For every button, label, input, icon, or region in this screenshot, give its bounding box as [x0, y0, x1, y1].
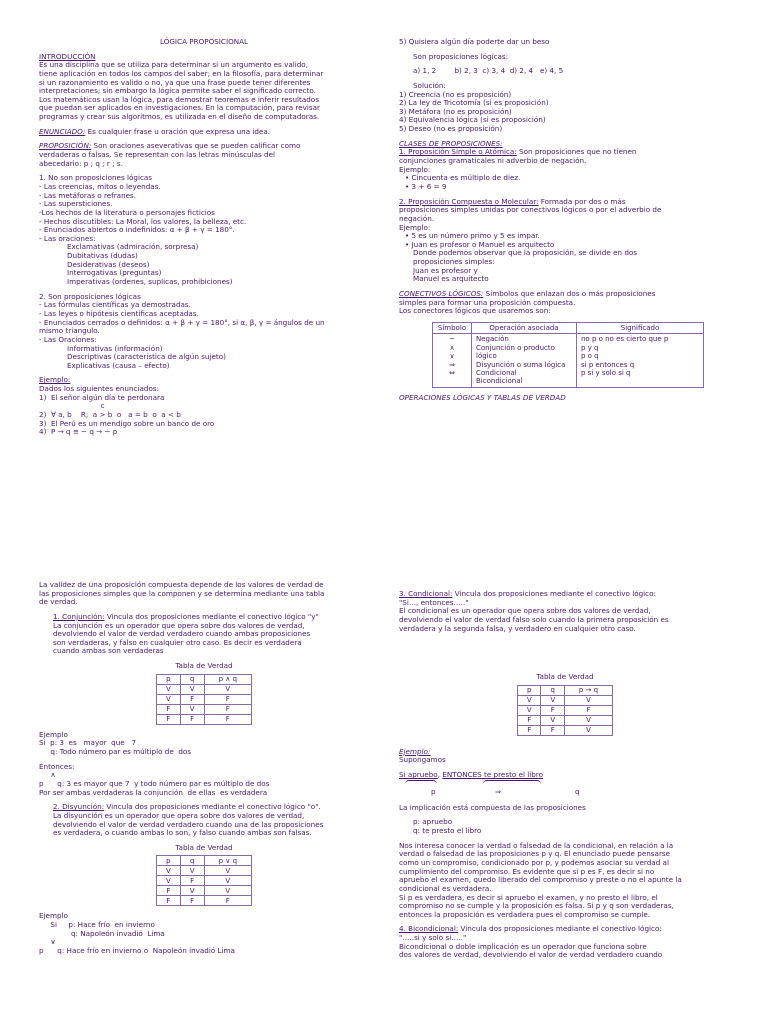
top-left-column	[39, 38, 369, 437]
brace-p	[405, 780, 437, 785]
p-symbol: p	[431, 786, 436, 796]
ejemplo-list	[39, 385, 369, 437]
solucion-list	[399, 91, 731, 134]
bullet-icon: •	[405, 181, 412, 191]
list-item-text: Cincuenta es múltiplo de diez.	[411, 173, 521, 183]
truth-cell: F	[157, 714, 181, 724]
definition-text: Son proposiciones que no tienen	[516, 147, 637, 157]
truth-header-cell: p ∧ q	[204, 674, 251, 684]
truth-cell: F	[518, 715, 541, 725]
implicacion-text: La implicación está compuesta de las proposiciones	[399, 802, 586, 812]
disyuncion-term: 2. Disyunción:	[53, 802, 105, 812]
si-son-heading: 2. Son proposiciones lógicas	[39, 291, 141, 301]
truth-cell: F	[157, 896, 181, 906]
example-line: q: Napoleón invadió Lima	[39, 928, 165, 938]
q-definition: q: te presto el libro	[413, 826, 482, 836]
example-line: q: Todo número par es múltiplo de dos	[39, 747, 192, 757]
braces-row	[399, 780, 731, 788]
truth-cell: V	[180, 704, 204, 714]
operaciones-heading: OPERACIONES LÓGICAS Y TABLAS DE VERDAD	[399, 392, 566, 402]
connective-meaning: p si y solo si q	[581, 368, 631, 377]
definition-text: Vincula dos proposiciones mediante el conectivo lógico:	[458, 924, 662, 934]
truth-cell: V	[564, 725, 612, 735]
definition-text: proposiciones simples unidas por conectivos lógicos o por el adverbio de	[399, 205, 662, 215]
son-proposiciones-question: Son proposiciones lógicas:	[413, 51, 509, 61]
connective-operation: Conjunción o producto lógico	[476, 343, 555, 361]
table-header-row	[433, 322, 704, 333]
definition-text: es verdadera, o cuando ambas lo son, y falso cuando ambas son falsas.	[53, 828, 312, 838]
definition-text: simples para formar una proposición compuesta.	[399, 297, 576, 307]
connective-meaning: si p entonces q	[581, 360, 635, 369]
bottom-right-column	[399, 590, 731, 960]
list-item: - Enunciados cerrados o definidos: α + β + γ = 180°, si α, β, γ = ángulos de un	[39, 317, 325, 327]
ejemplo-conjuncion-label: Ejemplo	[39, 729, 68, 739]
truth-cell: F	[541, 725, 564, 735]
no-son-heading: 1. No son proposiciones lógicas	[39, 173, 153, 183]
conectivos-definition	[399, 290, 731, 316]
conjuncion-truth-table	[156, 674, 252, 725]
ejemplo-disyuncion	[39, 921, 369, 956]
truth-cell: V	[564, 695, 612, 705]
connective-meaning: p y q	[581, 343, 599, 352]
top-right-column	[399, 38, 731, 402]
enunciado-definition	[39, 128, 369, 137]
intro-line: que puedan ser aplicados en investigaciones. En la computación, para revisar	[39, 103, 320, 113]
conjuncion-table-title: Tabla de Verdad	[175, 661, 233, 671]
truth-cell: F	[157, 704, 181, 714]
truth-cell: V	[541, 695, 564, 705]
enunciado-term: ENUNCIADO:	[39, 126, 86, 136]
paragraph-line: apruebo el examen, quedo liberado del compromiso y preste o no el apunte la	[399, 875, 682, 885]
intro-line: Los matemáticos usan la lógica, para demostrar teoremas e inferir resultados	[39, 94, 319, 104]
definition-text: abecedario: p ; q ; r ; s.	[39, 158, 123, 168]
connective-meaning: p o q	[581, 352, 599, 361]
connectives-table	[432, 322, 704, 388]
table-row	[157, 714, 252, 724]
paragraph-line: Si p es verdadera, es decir si apruebo el examen, y no presto el libro, el	[399, 892, 658, 902]
truth-cell: V	[204, 886, 251, 896]
no-son-list	[39, 183, 369, 243]
truth-header-row	[157, 674, 252, 684]
definition-text: cuando ambas son verdaderas	[53, 646, 164, 656]
truth-header-cell: q	[180, 674, 204, 684]
intro-line: Es una disciplina que se utiliza para determinar si un argumento es valido,	[39, 60, 308, 70]
definition-text: conjunciones gramaticales ni adverbio de negación.	[399, 156, 587, 166]
condicional-definition	[399, 590, 731, 633]
example-line: Por ser ambas verdaderas la conjunción de ellas es verdadera	[39, 787, 268, 797]
page-title: LÓGICA PROPOSICIONAL	[159, 37, 249, 46]
definition-line	[39, 160, 369, 169]
disyuncion-truth-table	[156, 855, 252, 906]
condicional-truth-table	[517, 685, 613, 736]
interes-paragraph	[399, 842, 731, 920]
intro-line: La validez de una proposición compuesta depende de los valores de verdad de	[39, 580, 324, 589]
truth-cell: V	[204, 866, 251, 876]
symbols-cell	[433, 334, 472, 387]
definition-text: "…..si y solo si….."	[399, 933, 467, 943]
truth-header-cell: p	[157, 674, 181, 684]
table-row	[157, 866, 252, 876]
list-item: 2) La ley de Tricotomía (si es proposición)	[399, 98, 549, 108]
proposicion-term: PROPOSICIÓN:	[39, 141, 92, 151]
definition-line	[399, 625, 731, 634]
list-item: - Las supersticiones.	[39, 199, 113, 209]
definition-text: Son oraciones aseverativas que se pueden calificar como	[91, 141, 301, 151]
compuesta-term: 2. Proposición Compuesta o Molecular:	[399, 196, 539, 206]
definition-line	[399, 215, 731, 224]
list-item	[399, 183, 731, 192]
donde-line: proposiciones simples:	[413, 257, 495, 267]
example-line: p q: Hace frío en invierno o Napoleón invadió Lima	[39, 946, 235, 956]
truth-cell: V	[564, 715, 612, 725]
clases-heading: CLASES DE PROPOSICIONES:	[399, 138, 503, 148]
conectivos-term: CONECTIVOS LÓGICOS:	[399, 289, 484, 299]
compuesta-examples	[399, 232, 731, 249]
header-symbol: Símbolo	[433, 322, 472, 333]
paragraph-line: verdad o falsedad de las proposiciones p y q. El enunciado puede pensarse	[399, 849, 671, 859]
entonces-label: Entonces:	[39, 761, 75, 771]
si-son-list	[39, 301, 369, 344]
connective-symbol: ⇒	[449, 360, 455, 369]
simple-examples	[399, 174, 731, 191]
intro-line: programas y crear sus algoritmos, es utilizada en el diseño de computadoras.	[39, 112, 320, 122]
definition-text: La conjunción es un operador que opera sobre dos valores de verdad,	[53, 620, 305, 630]
definition-line	[399, 951, 731, 960]
truth-cell: V	[157, 866, 181, 876]
definition-text: verdadera y la segunda falsa, y verdadero en cualquier otro caso.	[399, 623, 636, 633]
truth-cell: F	[541, 705, 564, 715]
proposicion-definition	[39, 142, 369, 168]
header-operation: Operación asociada	[472, 322, 577, 333]
conjuncion-term: 1. Conjunción:	[53, 611, 105, 621]
definition-line	[399, 157, 731, 166]
validez-paragraph	[39, 581, 369, 607]
conjuncion-definition	[39, 613, 369, 656]
definition-text: dos valores de verdad, devolviendo el valor de verdad verdadero cuando	[399, 950, 663, 960]
bullet-icon: •	[405, 173, 412, 183]
definition-text: devolviendo el valor de verdad verdadero cuando una de las proposiciones	[53, 819, 324, 829]
paragraph-line: Nos interesa conocer la verdad o falsedad de la condicional, en relación a la	[399, 840, 674, 850]
table-row	[157, 694, 252, 704]
list-item: - Las fórmulas científicas ya demostradas.	[39, 300, 191, 310]
paragraph-line: como un compromiso, condicionado por p, y podemos asociar su verdad al	[399, 857, 669, 867]
definition-text: La disyunción es un operador que opera sobre dos valores de verdad,	[53, 810, 305, 820]
pq-row	[399, 788, 731, 798]
te-presto: te presto el libro	[481, 770, 544, 780]
table-row	[518, 695, 613, 705]
list-item: mismo triangulo.	[39, 326, 100, 336]
list-item: - Las leyes o hipótesis científicas aceptadas.	[39, 308, 199, 318]
example-line: p q: 3 es mayor que 7 y todo número par es múltiplo de dos	[39, 778, 270, 788]
truth-header-cell: p ∨ q	[204, 856, 251, 866]
list-item-text: Juan es profesor o Manuel es arquitecto	[411, 239, 555, 249]
compuesta-definition	[399, 198, 731, 224]
truth-header-cell: q	[541, 685, 564, 695]
enunciado-text: Es cualquier frase u oración que expresa una idea.	[85, 126, 271, 136]
connective-operation: Condicional	[476, 368, 517, 377]
truth-cell: V	[541, 715, 564, 725]
list-item: 3) El Perú es un mendigo sobre un banco de oro	[39, 418, 215, 428]
list-item: - Las creencias, mitos o leyendas.	[39, 181, 161, 191]
list-item: 4) P → q ≡ ~ q → ~ p	[39, 427, 118, 437]
definition-text: verdaderas o falsas. Se representan con las letras minúsculas del	[39, 150, 275, 160]
intro-line: interpretaciones; sin embargo la lógica permite saber el significado correcto.	[39, 86, 316, 96]
truth-cell: F	[204, 896, 251, 906]
definition-text: Los conectores lógicos que usaremos son:	[399, 306, 551, 316]
ejemplo-simple-label: Ejemplo:	[399, 164, 431, 174]
definition-text: Bicondicional o doble implicación es un operador que funciona sobre	[399, 941, 647, 951]
definition-text: devolviendo el valor de verdad verdadero cuando ambas proposiciones	[53, 629, 311, 639]
truth-cell: V	[180, 684, 204, 694]
list-item: - Enunciados abiertos o indefinidos: α + β + γ = 180°.	[39, 225, 235, 235]
truth-header-cell: p → q	[564, 685, 612, 695]
table-row	[518, 715, 613, 725]
ejemplo-disyuncion-label: Ejemplo	[39, 911, 68, 921]
connective-meaning: no p o no es cierto que p	[581, 335, 669, 344]
definition-line	[399, 206, 731, 215]
connective-symbol: ⇔	[449, 368, 455, 377]
truth-cell: F	[204, 714, 251, 724]
paragraph-line: cumplimiento del compromiso. Es evidente que si p es F, es decir si no	[399, 866, 655, 876]
list-item: - Las oraciones:	[39, 233, 96, 243]
entonces-lines	[39, 771, 369, 797]
list-item: Imperativas (ordenes, suplicas, prohibiciones)	[67, 277, 233, 287]
table-row	[157, 876, 252, 886]
definition-line	[399, 307, 731, 316]
connective-symbol: ~	[449, 335, 455, 344]
truth-cell: V	[518, 695, 541, 705]
header-meaning: Significado	[577, 322, 704, 333]
implies-arrow: ⇒	[495, 786, 502, 796]
ejemplo-conjuncion	[39, 739, 369, 756]
condicional-term: 3. Condicional:	[399, 589, 453, 598]
si-apruebo-sentence: Si apruebo, ENTONCES te presto el libro	[399, 770, 544, 780]
list-item: 4) Equivalencia lógica (si es proposición)	[399, 115, 546, 125]
list-item: Dados los siguientes enunciados:	[39, 384, 160, 394]
definition-text: "Si…, entonces….."	[399, 597, 469, 607]
table-row	[157, 886, 252, 896]
truth-header-cell: q	[180, 856, 204, 866]
truth-cell: F	[564, 705, 612, 715]
intro-line: si un razonamiento es valido o no, ya que una frase puede tener diferentes	[39, 77, 311, 87]
truth-cell: V	[157, 694, 181, 704]
list-item: Desiderativas (deseos)	[67, 259, 150, 269]
list-item: - Las metáforas o refranes.	[39, 190, 137, 200]
definition-text: Formada por dos o más	[538, 196, 626, 206]
truth-cell: V	[180, 866, 204, 876]
connective-operation: Negación	[476, 335, 509, 344]
simple-definition	[399, 148, 731, 165]
truth-cell: V	[157, 684, 181, 694]
list-item: Dubitativas (dudas)	[67, 251, 138, 261]
list-item: - Hechos discutibles: La Moral, los valores, la belleza, etc.	[39, 216, 247, 226]
solucion-heading: Solución:	[413, 80, 446, 90]
bullet-icon: •	[405, 239, 412, 249]
bottom-left-column	[39, 581, 369, 956]
list-item: Descriptivas (característica de algún sujeto)	[67, 352, 226, 362]
connective-operation: Disyunción o suma lógica	[476, 360, 566, 369]
si-apruebo: Si apruebo	[399, 770, 438, 780]
definition-text: El condicional es un operador que opera sobre dos valores de verdad,	[399, 606, 651, 616]
simple-term: 1. Proposición Simple o Atómica:	[399, 147, 517, 157]
q-symbol: q	[575, 786, 580, 796]
meanings-cell	[577, 334, 704, 387]
intro-paragraph	[39, 61, 369, 121]
list-item-text: 5 es un número primo y 5 es impar.	[411, 231, 540, 241]
truth-cell: V	[204, 876, 251, 886]
bicondicional-definition	[399, 925, 731, 960]
list-item: Interrogativas (preguntas)	[67, 268, 162, 278]
operations-cell	[472, 334, 577, 387]
ejemplo-compuesta-label: Ejemplo:	[399, 222, 431, 232]
donde-line: Donde podemos observar que la proposición, se divide en dos	[413, 248, 638, 258]
truth-cell: F	[180, 694, 204, 704]
truth-cell: F	[180, 714, 204, 724]
example-line: Si p: 3 es mayor que 7	[39, 738, 137, 748]
bicondicional-term: 4. Bicondicional:	[399, 924, 459, 934]
example-line: ∨	[39, 937, 56, 947]
definition-text: Símbolos que enlazan dos o más proposiciones	[483, 289, 656, 299]
truth-cell: F	[180, 876, 204, 886]
paragraph-line: compromiso no se cumple y la proposición es falsa. Si p y q son verdaderas,	[399, 901, 674, 911]
list-item: Exclamativas (admiración, sorpresa)	[67, 242, 199, 252]
definition-line	[53, 647, 369, 656]
example-line: Si p: Hace frío en invierno	[39, 920, 155, 930]
table-row	[157, 684, 252, 694]
truth-header-row	[157, 856, 252, 866]
truth-cell: V	[157, 876, 181, 886]
paragraph-line: condicional es verdadera.	[399, 883, 492, 893]
intro-line: tiene aplicación en todos los campos del saber; en la filosofía, para determinar	[39, 68, 324, 78]
table-row	[157, 896, 252, 906]
truth-cell: V	[180, 886, 204, 896]
definition-text: Vincula dos proposiciones mediante el conectivo lógico "o".	[104, 802, 321, 812]
list-item: Informativas (información)	[67, 343, 163, 353]
connective-symbol: ∧	[449, 343, 455, 352]
list-item: 1) Creencia (no es proposición)	[399, 89, 512, 99]
truth-header-row	[518, 685, 613, 695]
list-item: 2) ∀ a, b R; a > b o a = b o a < b	[39, 409, 181, 419]
truth-cell: F	[204, 704, 251, 714]
table-row	[433, 334, 704, 387]
definition-line	[53, 829, 369, 838]
donde-line: Juan es profesor y	[413, 265, 478, 275]
donde-line: Manuel es arquitecto	[413, 274, 489, 284]
truth-cell: F	[204, 694, 251, 704]
truth-header-cell: p	[518, 685, 541, 695]
item-5: 5) Quisiera algún día poderte dar un beso	[399, 37, 550, 46]
list-item: -Los hechos de la literatura o personajes ficticios	[39, 207, 215, 217]
p-definition: p: apruebo	[413, 817, 453, 827]
list-item	[399, 174, 731, 183]
ejemplo-heading: Ejemplo:	[39, 375, 71, 385]
disyuncion-table-title: Tabla de Verdad	[175, 842, 233, 852]
ejemplo-condicional-label: Ejemplo:	[399, 746, 431, 756]
truth-cell: V	[518, 705, 541, 715]
supongamos: Supongamos	[399, 755, 446, 765]
condicional-table-title: Tabla de Verdad	[536, 672, 594, 682]
definition-text: Vincula dos proposiciones mediante el conectivo lógico:	[452, 589, 656, 598]
intro-heading: INTRODUCCIÓN	[39, 51, 96, 61]
truth-cell: V	[204, 684, 251, 694]
paragraph-line: entonces la proposición es verdadera pues el compromiso se cumple.	[399, 909, 651, 919]
connective-symbol: ∨	[449, 352, 455, 361]
definition-text: son verdaderas, y falso en cualquier otro caso. Es decir es verdadera	[53, 637, 302, 647]
intro-line: de verdad.	[39, 597, 78, 607]
example-line: ∧	[39, 770, 56, 780]
list-item-text: 3 + 6 = 9	[411, 181, 447, 191]
oraciones-si-list	[39, 345, 369, 371]
donde-paragraph	[399, 249, 731, 284]
disyuncion-definition	[39, 803, 369, 838]
truth-cell: F	[157, 886, 181, 896]
list-item: Explicativas (causa – efecto)	[67, 360, 170, 370]
connective-operation: Bicondicional	[476, 377, 523, 386]
answer-options: a) 1, 2 b) 2, 3 c) 3, 4 d) 2, 4 e) 4, 5	[413, 66, 564, 76]
table-row	[157, 704, 252, 714]
definition-text: devolviendo el valor de verdad falso solo cuando la primera proposición es	[399, 614, 669, 624]
truth-cell: F	[180, 896, 204, 906]
bullet-icon: •	[405, 231, 412, 241]
table-row	[518, 725, 613, 735]
brace-q	[483, 780, 541, 785]
truth-cell: F	[518, 725, 541, 735]
list-item: - Las Oraciones:	[39, 334, 97, 344]
intro-line: las proposiciones simples que la componen y se determina mediante una tabla	[39, 588, 325, 598]
entonces-word: ENTONCES	[442, 770, 482, 780]
truth-header-cell: p	[157, 856, 181, 866]
table-row	[518, 705, 613, 715]
definition-text: negación.	[399, 213, 435, 223]
list-item: 1) El señor algún día te perdonara	[39, 392, 165, 402]
list-item: 5) Deseo (no es proposición)	[399, 124, 503, 134]
definition-text: Vincula dos proposiciones mediante el conectivo lógico "y"	[104, 611, 319, 621]
oraciones-no-list	[39, 243, 369, 286]
list-item: 3) Metáfora (no es proposición)	[399, 106, 512, 116]
list-item: c	[39, 401, 105, 411]
